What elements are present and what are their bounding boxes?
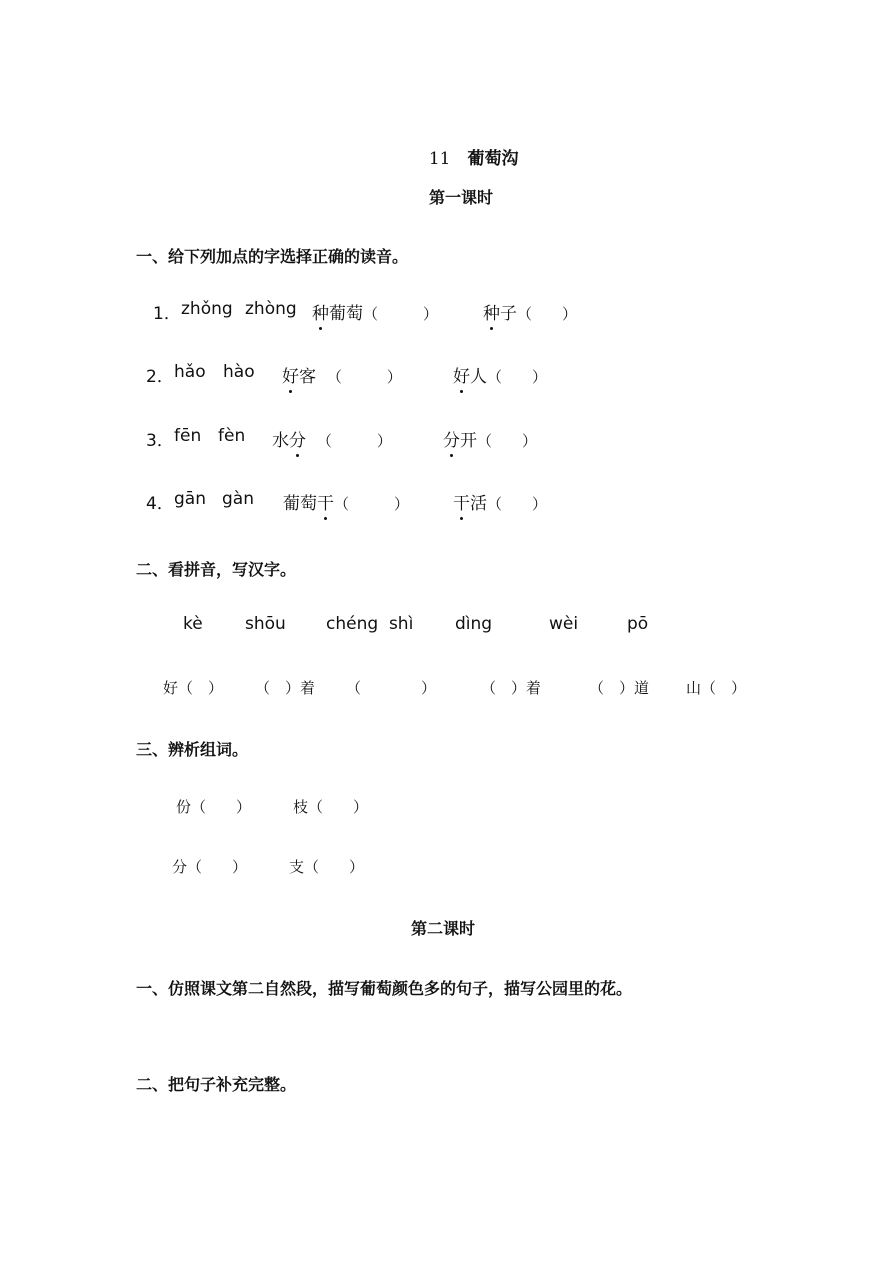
pinyin-ke: kè (183, 614, 203, 634)
q1-row-2 (0, 362, 892, 390)
answer-blank-wei[interactable]: （ ）道 (589, 679, 650, 697)
item-number: 2． (146, 367, 174, 387)
pinyin-po: pō (627, 614, 649, 634)
q1-row-4 (0, 489, 892, 517)
pinyin-option-1: zhǒng (181, 299, 233, 319)
q3-row-2 (0, 856, 892, 884)
answer-blank-po[interactable]: 山（ ） (686, 679, 747, 697)
pinyin-option-1: hǎo (174, 362, 206, 382)
lesson-title: 葡萄沟 (467, 149, 519, 169)
pinyin-option-2: hào (223, 362, 255, 382)
pinyin-option-1: gān (174, 489, 206, 509)
answer-blank[interactable]: （ ） (363, 305, 439, 323)
blanks-row (0, 677, 892, 705)
pinyin-wei: wèi (549, 614, 579, 634)
dotted-char: 种 (483, 304, 500, 324)
word-1: 种葡萄（ ） (312, 304, 439, 324)
answer-blank-shou[interactable]: （ ）着 (255, 679, 316, 697)
answer-blank[interactable]: （ ） (517, 305, 578, 323)
word-2: 分开（ ） (443, 431, 538, 451)
dotted-char: 好 (282, 367, 299, 387)
answer-blank-fen4[interactable]: 份（ ） (176, 798, 252, 816)
word-2: 好人（ ） (453, 367, 548, 387)
pinyin-shou: shōu (245, 614, 286, 634)
q1-row-1 (0, 299, 892, 327)
answer-blank-ding[interactable]: （ ）着 (481, 679, 542, 697)
pinyin-chengshi: chéng shì (326, 614, 414, 634)
lesson2-q1-heading: 一、仿照课文第二自然段，描写葡萄颜色多的句子，描写公园里的花。 (136, 979, 633, 998)
dotted-char: 干 (453, 494, 470, 514)
dotted-char: 干 (317, 494, 334, 514)
word-2: 干活（ ） (453, 494, 548, 514)
answer-blank[interactable]: （ ） (487, 368, 548, 386)
pinyin-option-2: gàn (222, 489, 254, 509)
q1-heading: 一、给下列加点的字选择正确的读音。 (136, 247, 409, 266)
q2-heading: 二、看拼音，写汉字。 (136, 560, 297, 579)
answer-blank[interactable]: （ ） (487, 495, 548, 513)
answer-blank[interactable]: （ ） (316, 432, 392, 450)
answer-blank-fen1[interactable]: 分（ ） (172, 858, 248, 876)
pinyin-ding: dìng (455, 614, 493, 634)
item-number: 4． (146, 494, 174, 514)
lesson-number: 11 (428, 149, 451, 169)
word-1: 水分 （ ） (272, 431, 392, 451)
q3-heading: 三、辨析组词。 (136, 740, 249, 759)
dotted-char: 种 (312, 304, 329, 324)
pinyin-option-2: zhòng (245, 299, 297, 319)
dotted-char: 好 (453, 367, 470, 387)
q1-row-3 (0, 426, 892, 454)
item-number: 1． (153, 304, 181, 324)
dotted-char: 分 (443, 431, 460, 451)
answer-blank-ke[interactable]: 好（ ） (163, 679, 224, 697)
lesson1-heading: 第一课时 (429, 188, 494, 207)
lesson2-heading: 第二课时 (411, 919, 476, 938)
word-2: 种子（ ） (483, 304, 578, 324)
q3-row-1 (0, 796, 892, 824)
dotted-char: 分 (289, 431, 306, 451)
page-title (418, 124, 518, 169)
word-1: 葡萄干（ ） (283, 494, 410, 514)
lesson2-q2-heading: 二、把句子补充完整。 (136, 1075, 297, 1094)
answer-blank-zhi-support[interactable]: 支（ ） (289, 858, 365, 876)
item-number: 3． (146, 431, 174, 451)
word-1: 好客 （ ） (282, 367, 402, 387)
pinyin-option-1: fēn (174, 426, 202, 446)
pinyin-option-2: fèn (218, 426, 246, 446)
answer-blank[interactable]: （ ） (326, 368, 402, 386)
answer-blank-chengshi[interactable]: （ ） (346, 679, 437, 697)
answer-blank-zhi-branch[interactable]: 枝（ ） (293, 798, 369, 816)
answer-blank[interactable]: （ ） (334, 495, 410, 513)
pinyin-row (0, 614, 892, 642)
answer-blank[interactable]: （ ） (477, 432, 538, 450)
